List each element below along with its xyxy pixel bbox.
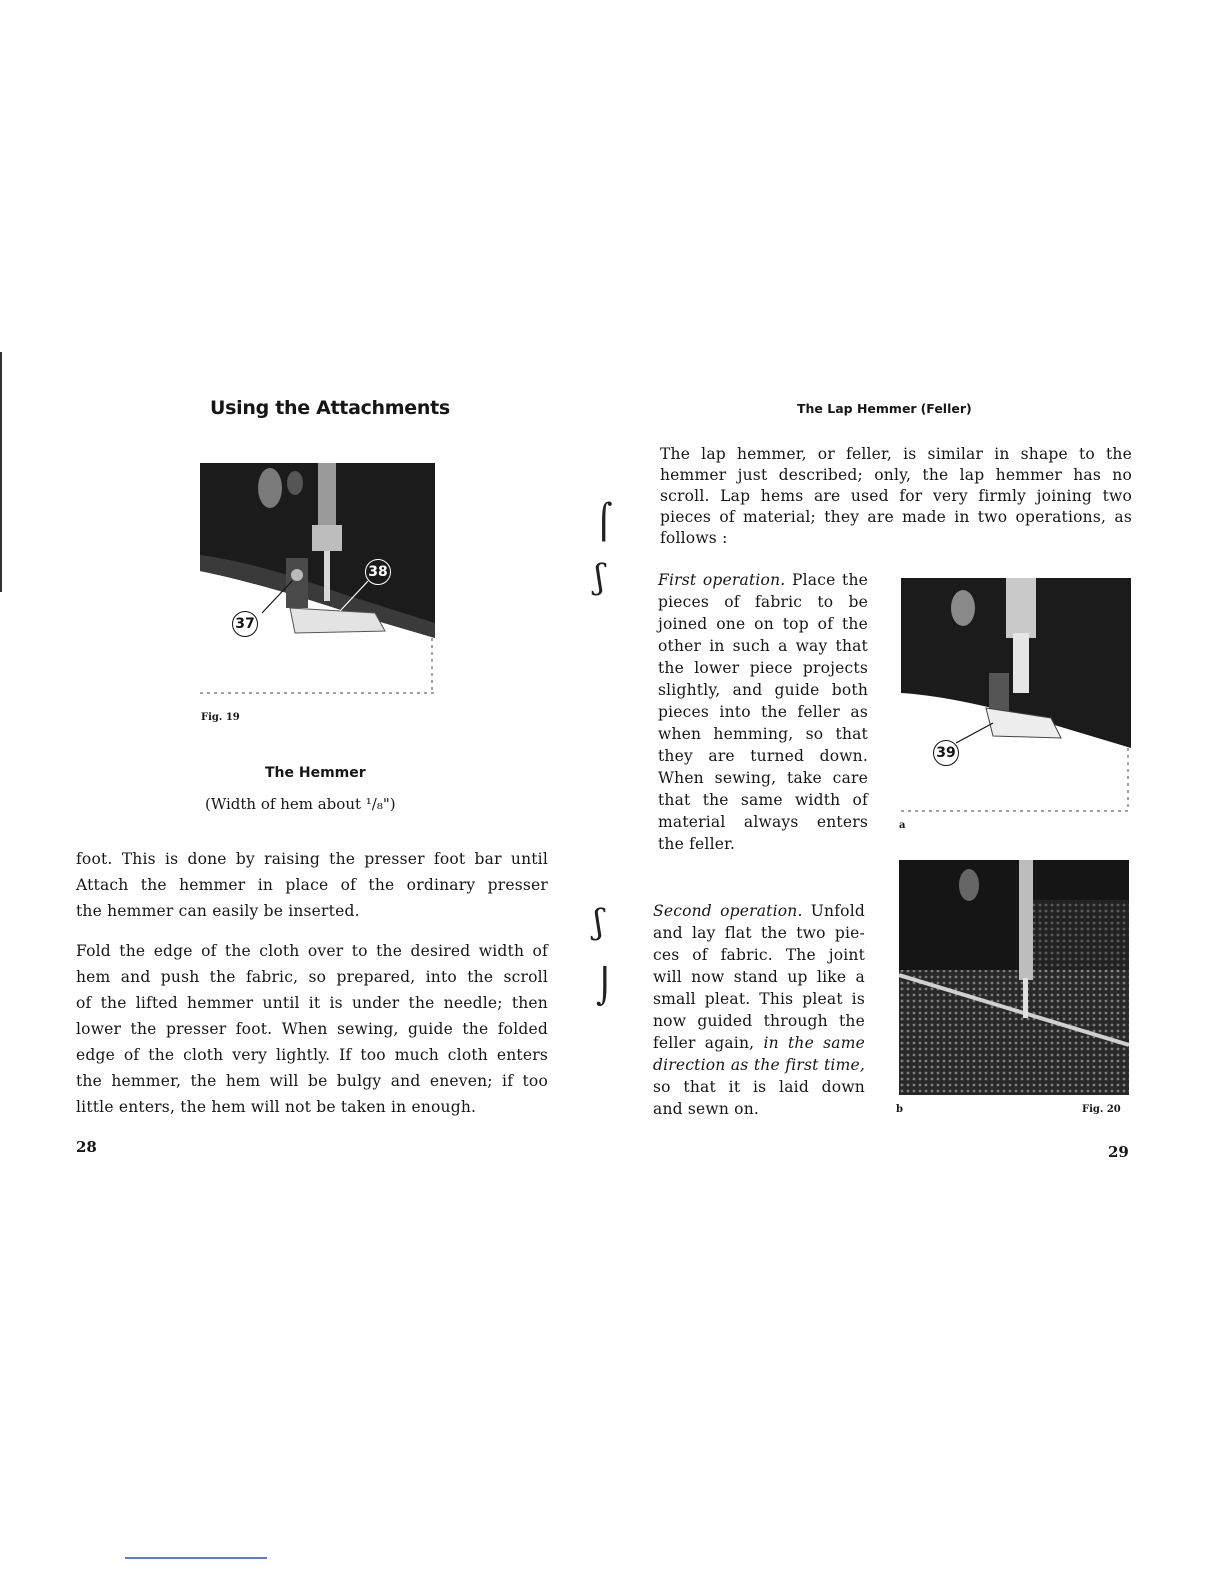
second-op-label: Second operation.	[653, 902, 803, 920]
text-line: pieces of fabric to be	[658, 593, 868, 611]
second-operation-text	[653, 900, 865, 1120]
text-line: that the same width of	[658, 791, 868, 809]
text-line: edge of the cloth very lightly. If too much cloth enters	[76, 1046, 548, 1064]
text-line: follows :	[660, 529, 728, 547]
gutter-mark: ⌡	[596, 967, 614, 1007]
gutter-mark: ʃ	[595, 557, 605, 597]
page-title-right	[797, 401, 972, 416]
text-line: scroll. Lap hems are used for very firmly joining two	[660, 487, 1132, 505]
text-line: Fold the edge of the cloth over to the desired width of	[76, 942, 548, 960]
text-line: slightly, and guide both	[658, 681, 868, 699]
text-line: small pleat. This pleat is	[653, 990, 865, 1008]
text-line: when hemming, so that	[658, 725, 868, 743]
text-line: and lay flat the two pie-	[653, 924, 865, 942]
bottom-rule	[125, 1557, 267, 1559]
title-bold: The Lap Hemmer	[797, 401, 917, 416]
text-line: When sewing, take care	[658, 769, 868, 787]
text-line	[658, 569, 868, 591]
first-op-label: First operation.	[658, 571, 786, 589]
text-line	[653, 900, 865, 922]
callout-39: 39	[933, 740, 959, 766]
text-line: little enters, the hem will not be taken in enough.	[76, 1098, 477, 1116]
text-line: joined one on top of the	[658, 615, 868, 633]
second-op-start: Unfold	[810, 902, 865, 920]
gutter-mark: ʃ	[594, 902, 604, 942]
callout-38: 38	[365, 559, 391, 585]
text-line: pieces into the feller as	[658, 703, 868, 721]
title-paren: (Feller)	[920, 401, 972, 416]
text-line: now guided through the	[653, 1012, 865, 1030]
text-line: foot. This is done by raising the presser foot bar until	[76, 850, 548, 868]
photo-b-label: b	[896, 1104, 903, 1115]
page-number-right: 29	[1108, 1143, 1129, 1161]
figure-20b-photo	[899, 860, 1129, 1095]
text-line: the hemmer can easily be inserted.	[76, 902, 360, 920]
figure-20-caption: Fig. 20	[1082, 1104, 1121, 1115]
text-line: hem and push the fabric, so prepared, into the scroll	[76, 968, 548, 986]
text-line: hemmer just described; only, the lap hemmer has no	[660, 466, 1132, 484]
gutter-mark: ⌠	[595, 502, 613, 542]
text-line: ces of fabric. The joint	[653, 946, 865, 964]
section-title-hemmer: The Hemmer	[265, 765, 366, 781]
figure-19-photo	[200, 463, 435, 698]
figure-20a-photo	[901, 578, 1131, 813]
hemmer-paragraph-2	[76, 938, 548, 1120]
text-line: The lap hemmer, or feller, is similar in shape to the	[660, 445, 1132, 463]
text-line: and sewn on.	[653, 1100, 760, 1118]
hemmer-paragraph-1	[76, 848, 548, 922]
scan-edge-line	[0, 352, 2, 592]
photo-a-label: a	[899, 820, 906, 831]
text-line: of the lifted hemmer until it is under the needle; then	[76, 994, 548, 1012]
text-line: material always enters	[658, 813, 868, 831]
page-title-left: Using the Attachments	[210, 397, 450, 419]
text-line: they are turned down.	[658, 747, 868, 765]
text-line: the lower piece projects	[658, 659, 868, 677]
text-line: the feller.	[658, 835, 736, 853]
first-op-start: Place the	[791, 571, 869, 589]
text-line: direction as the first time,	[653, 1056, 865, 1074]
callout-37: 37	[232, 611, 258, 637]
second-op-run: feller again,	[653, 1034, 755, 1052]
text-line: so that it is laid down	[653, 1078, 865, 1096]
text-line: Attach the hemmer in place of the ordinary presser	[76, 876, 548, 894]
text-line: lower the presser foot. When sewing, guide the folded	[76, 1020, 548, 1038]
section-subtitle-hemmer: (Width of hem about ¹/₈")	[205, 795, 396, 813]
page-number-left: 28	[76, 1138, 97, 1156]
text-line	[653, 1032, 865, 1054]
text-line: the hemmer, the hem will be bulgy and eneven; if too	[76, 1072, 548, 1090]
figure-19-caption: Fig. 19	[201, 712, 240, 723]
lap-hemmer-intro	[660, 444, 1132, 549]
first-operation-text	[658, 569, 868, 855]
text-line: pieces of material; they are made in two operations, as	[660, 508, 1132, 526]
second-op-italic: in the same	[763, 1034, 865, 1052]
text-line: other in such a way that	[658, 637, 868, 655]
text-line: will now stand up like a	[653, 968, 865, 986]
